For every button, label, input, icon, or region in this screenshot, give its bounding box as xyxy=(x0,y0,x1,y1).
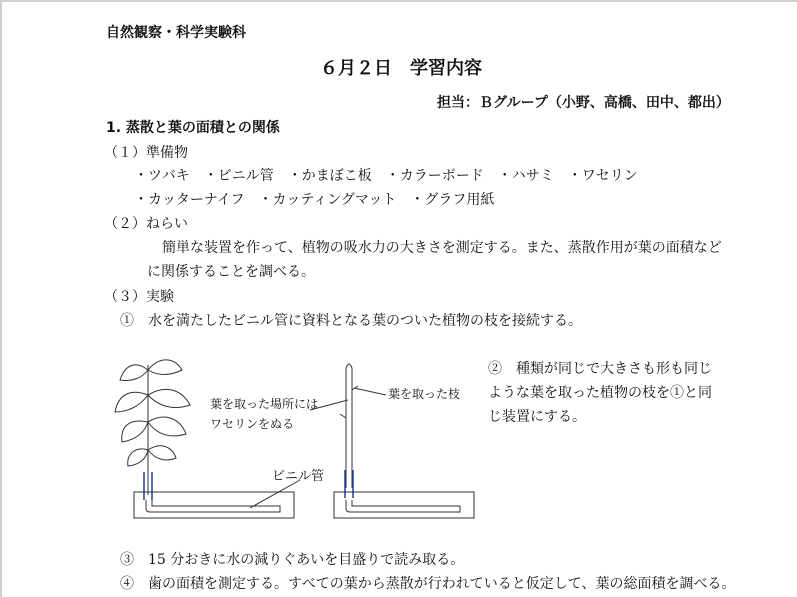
leaf xyxy=(115,392,148,412)
step-2-line-2: ような葉を取った植物の枝を①と同 xyxy=(488,385,712,401)
step-3: ③ 15 分おきに水の減りぐあいを目盛りで読み取る。 xyxy=(120,552,465,568)
tube-pointer xyxy=(250,480,300,508)
leaf xyxy=(122,421,148,442)
materials-line-2: ・カッターナイフ ・カッティングマット ・グラフ用紙 xyxy=(134,192,495,208)
materials-line-1: ・ツバキ ・ビニル管 ・かまぼこ板 ・カラーボード ・ハサミ ・ワセリン xyxy=(134,168,638,184)
step-2-line-1: ② 種類が同じで大きさも形も同じ xyxy=(488,361,712,377)
sub-heading-experiment: （３）実験 xyxy=(104,289,174,305)
board-right xyxy=(334,492,474,518)
responsible-group: 担当：Ｂグループ（小野、高橋、田中、都出） xyxy=(437,95,730,111)
leaf xyxy=(148,389,190,407)
leaf xyxy=(120,365,148,381)
step-1: ① 水を満たしたビニル管に資料となる葉のついた植物の枝を接続する。 xyxy=(120,313,582,329)
department-label: 自然観察・科学実験科 xyxy=(106,25,246,41)
leaf xyxy=(128,449,148,466)
leaf xyxy=(148,446,176,460)
leaf xyxy=(148,360,182,375)
figure-label-branch: 葉を取った枝 xyxy=(388,387,461,401)
figure-label-vaseline-2: ワセリンをぬる xyxy=(210,417,295,431)
step-2-line-3: じ装置にする。 xyxy=(488,409,586,425)
experiment-figure xyxy=(100,340,480,540)
figure-label-vaseline-1: 葉を取った場所には xyxy=(210,397,319,411)
page-border-top xyxy=(0,0,797,2)
figure-label-tube: ビニル管 xyxy=(272,469,325,484)
aim-line-1: 簡単な装置を作って、植物の吸水力の大きさを測定する。また、蒸散作用が葉の面積など xyxy=(162,240,722,256)
page-title: ６月２日 学習内容 xyxy=(320,58,482,79)
board-left xyxy=(134,492,294,518)
section-heading: 1. 蒸散と葉の面積との関係 xyxy=(106,120,280,136)
sub-heading-materials: （１）準備物 xyxy=(104,145,188,161)
aim-line-2: に関係することを調べる。 xyxy=(147,264,315,280)
branch-without-leaves xyxy=(340,364,358,488)
step-4: ④ 歯の面積を測定する。すべての葉から蒸散が行われていると仮定して、葉の総面積を調べる。 xyxy=(120,576,736,592)
sub-heading-aim: （２）ねらい xyxy=(104,216,188,232)
branch-pointer xyxy=(354,388,386,395)
leaf xyxy=(148,417,186,436)
page-border-left xyxy=(0,0,2,597)
